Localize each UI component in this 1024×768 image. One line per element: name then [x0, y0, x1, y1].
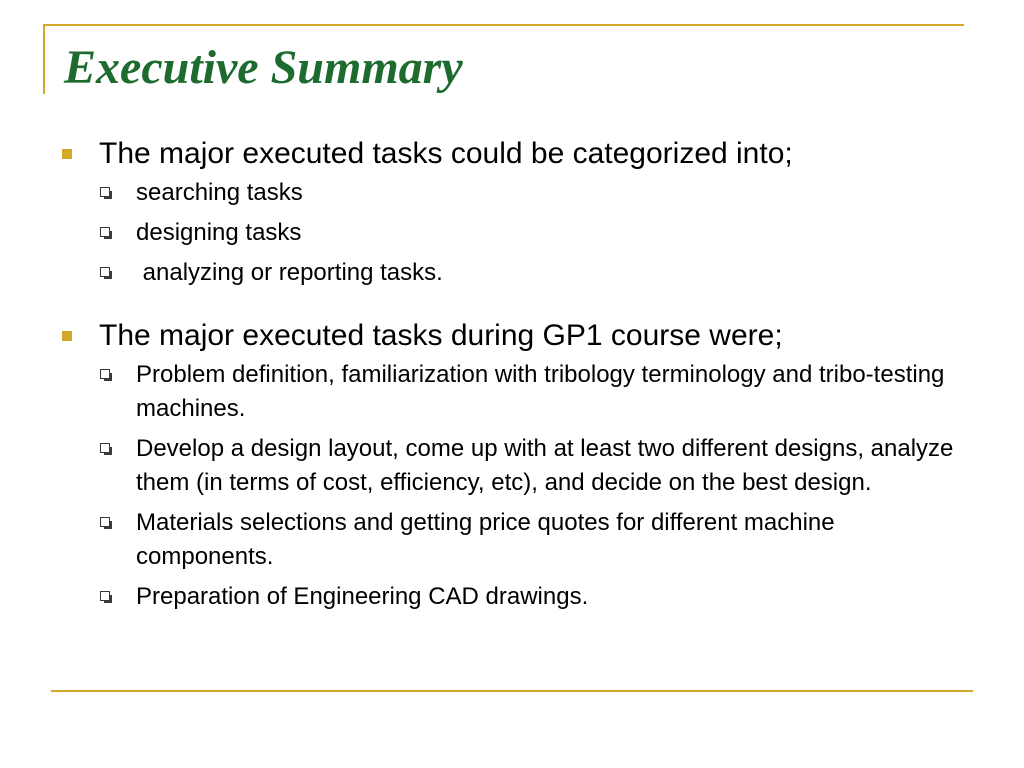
list-item — [100, 176, 982, 210]
bullet-level1-text: The major executed tasks could be categorized into; — [99, 137, 793, 170]
list-item-text: Develop a design layout, come up with at least two different designs, analyze them (in terms of cost, efficiency, etc), and decide on the best design. — [136, 435, 954, 496]
list-item — [100, 506, 982, 574]
bullet-level1 — [62, 314, 982, 358]
sub-bullet-list — [62, 176, 982, 290]
list-item-text: designing tasks — [136, 219, 302, 246]
list-item — [100, 580, 982, 614]
list-item — [100, 256, 982, 290]
bullet-level1-text: The major executed tasks during GP1 course were; — [99, 319, 783, 352]
list-item — [100, 432, 982, 500]
section-categories — [62, 132, 982, 290]
list-item-text: Problem definition, familiarization with tribology terminology and tribo-testing machines. — [136, 361, 945, 422]
filled-square-icon — [62, 149, 72, 159]
shadowed-square-icon — [100, 227, 110, 237]
section-gp1-tasks — [62, 314, 982, 614]
list-item-text: Preparation of Engineering CAD drawings. — [136, 583, 589, 610]
list-item-text: searching tasks — [136, 179, 303, 206]
list-item — [100, 358, 982, 426]
shadowed-square-icon — [100, 187, 110, 197]
filled-square-icon — [62, 331, 72, 341]
shadowed-square-icon — [100, 443, 110, 453]
shadowed-square-icon — [100, 267, 110, 277]
shadowed-square-icon — [100, 369, 110, 379]
footer-rule — [51, 690, 973, 692]
title-frame-top-rule — [43, 24, 964, 26]
list-item — [100, 216, 982, 250]
slide-title: Executive Summary — [64, 41, 463, 94]
shadowed-square-icon — [100, 591, 110, 601]
title-frame-left-rule — [43, 24, 45, 94]
sub-bullet-list — [62, 358, 982, 614]
slide-body — [62, 132, 982, 614]
list-item-text: Materials selections and getting price quotes for different machine components. — [136, 509, 835, 570]
shadowed-square-icon — [100, 517, 110, 527]
bullet-level1 — [62, 132, 982, 176]
list-item-text: analyzing or reporting tasks. — [136, 259, 443, 286]
